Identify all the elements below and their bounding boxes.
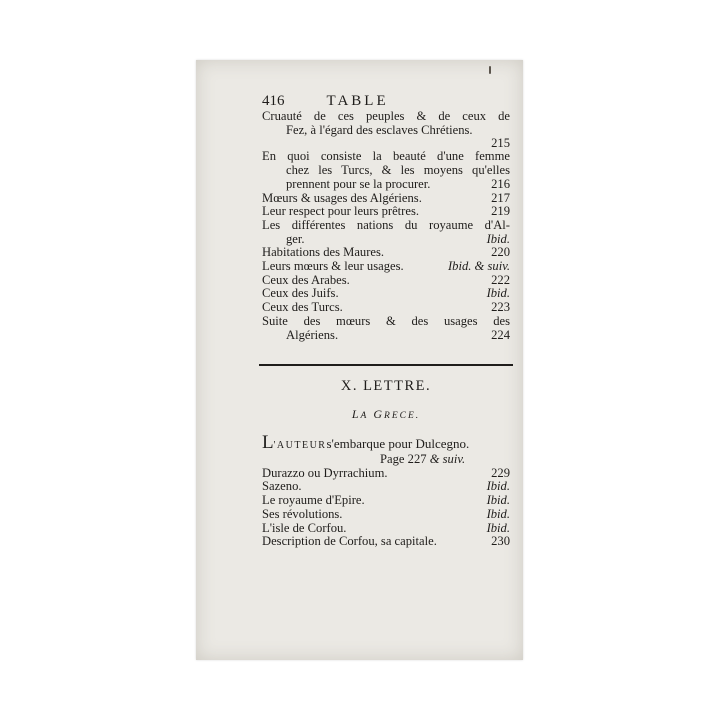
entry-text: Fez, à l'égard des esclaves Chrétiens. <box>286 122 473 137</box>
index-entry-line <box>262 260 510 274</box>
index-entry-line <box>262 219 510 233</box>
entry-page: Ibid. <box>486 479 510 494</box>
page-content <box>262 92 510 549</box>
entry-page: 230 <box>491 534 510 549</box>
entry-text: Leur respect pour leurs prêtres. <box>262 204 420 219</box>
entry-text: Durazzo ou Dyrrachium. <box>262 465 388 480</box>
index-entry-line <box>262 329 510 343</box>
entry-text: En quoi consiste la beauté d'une femme <box>262 149 510 164</box>
running-header <box>262 92 510 110</box>
index-entry-line <box>262 233 510 247</box>
entry-text: Sazeno. <box>262 479 302 494</box>
entry-page: 229 <box>491 465 510 480</box>
entry-page: Ibid. <box>486 520 510 535</box>
index-entry-line <box>262 192 510 206</box>
index-entry-line <box>262 110 510 124</box>
index-entry-line <box>262 480 510 494</box>
page-number: 416 <box>262 93 285 109</box>
ink-speck <box>489 66 491 74</box>
entry-text: Habitations des Maures. <box>262 245 385 260</box>
entry-text: Suite des mœurs & des usages des <box>262 313 510 328</box>
index-entry-line <box>262 315 510 329</box>
entry-page: 219 <box>491 204 510 219</box>
index-entries-part1 <box>262 110 510 342</box>
entry-text: Leurs mœurs & leur usages. <box>262 259 404 274</box>
section-subtitle <box>262 407 510 422</box>
index-entry-line <box>262 508 510 522</box>
entry-page: Ibid. & suiv. <box>447 259 510 274</box>
index-entry-line <box>262 205 510 219</box>
subtitle-small-1: A <box>360 411 369 422</box>
page-ref: 227 <box>407 452 427 467</box>
index-entry-line <box>262 150 510 164</box>
index-entry-line <box>262 301 510 315</box>
drop-initial: L <box>262 432 274 454</box>
entry-text: Ceux des Turcs. <box>262 300 343 315</box>
index-entry-line <box>262 178 510 192</box>
entry-text: Ceux des Arabes. <box>262 272 350 287</box>
entry-page: 224 <box>491 327 510 342</box>
index-entry-line <box>262 522 510 536</box>
index-entry-line <box>262 535 510 549</box>
page-suffix: & suiv. <box>429 452 466 467</box>
lead-entry <box>262 432 510 454</box>
entry-page: 222 <box>491 272 510 287</box>
entry-text: Ses révolutions. <box>262 506 343 521</box>
subtitle-initial-2: G <box>373 407 385 422</box>
page-prefix: Page <box>380 452 405 467</box>
entry-text: Les différentes nations du royaume d'Al- <box>262 217 510 232</box>
index-entry-line <box>262 124 510 138</box>
entry-text: Algériens. <box>286 327 339 342</box>
entry-page: Ibid. <box>486 286 510 301</box>
entry-page: 223 <box>491 300 510 315</box>
entry-page: 216 <box>491 176 510 191</box>
entry-page: Ibid. <box>486 506 510 521</box>
index-entry-line <box>262 246 510 260</box>
lead-entry-page <box>262 453 510 467</box>
entry-page: 220 <box>491 245 510 260</box>
lead-entry-text: s'embarque pour Dulcegno. <box>326 436 470 452</box>
entry-text: Mœurs & usages des Algériens. <box>262 190 422 205</box>
section-rule <box>259 364 513 366</box>
entry-text: chez les Turcs, & les moyens qu'elles <box>286 163 510 178</box>
entry-page: 217 <box>491 190 510 205</box>
index-entries-part2 <box>262 467 510 549</box>
entry-text: ger. <box>286 231 305 246</box>
entry-page: 215 <box>491 136 510 151</box>
entry-text: Le royaume d'Epire. <box>262 493 365 508</box>
entry-text: Description de Corfou, sa capitale. <box>262 534 437 549</box>
index-entry-line <box>262 274 510 288</box>
index-entry-line <box>262 287 510 301</box>
entry-text: Cruauté de ces peuples & de ceux de <box>262 109 510 123</box>
entry-text: prennent pour se la procurer. <box>286 176 431 191</box>
index-entry-line <box>262 494 510 508</box>
entry-page: Ibid. <box>486 493 510 508</box>
small-caps-word: 'AUTEUR <box>273 440 327 452</box>
section-title: X. LETTRE. <box>340 378 432 395</box>
entry-text: Ceux des Juifs. <box>262 286 339 301</box>
index-entry-line <box>262 164 510 178</box>
subtitle-initial-1: L <box>351 407 361 422</box>
index-entry-line <box>262 467 510 481</box>
running-title: TABLE <box>326 93 389 109</box>
entry-page: Ibid. <box>486 231 510 246</box>
entry-text: L'isle de Corfou. <box>262 520 347 535</box>
subtitle-small-2: RECE. <box>384 411 421 422</box>
